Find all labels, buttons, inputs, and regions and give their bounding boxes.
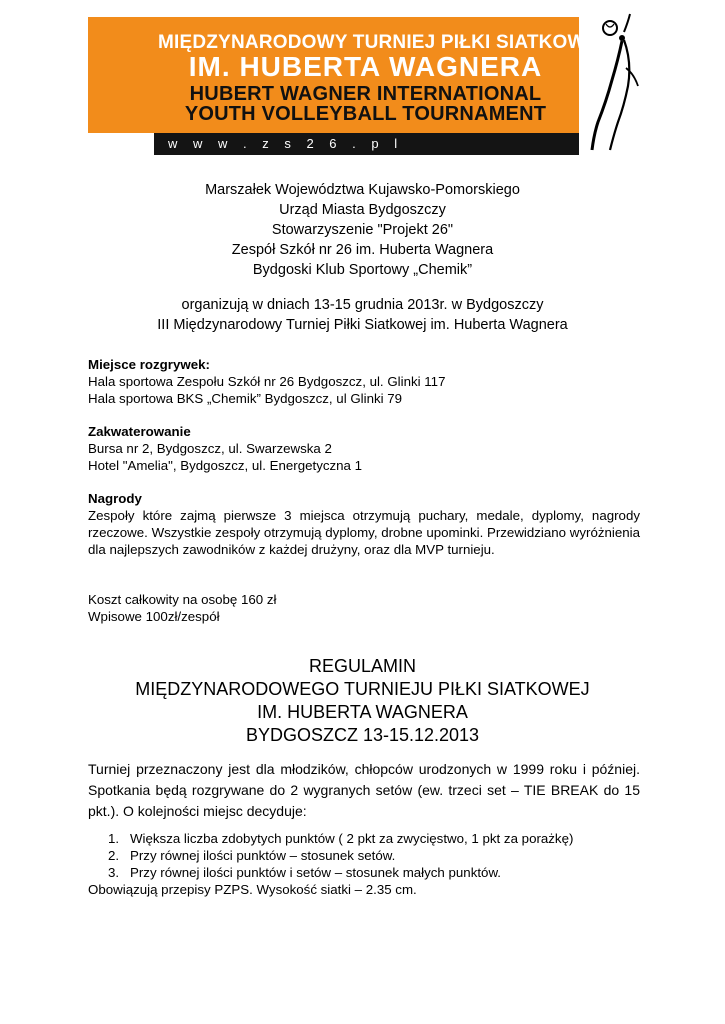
costs-section [88,591,640,625]
banner-title-en-2: YOUTH VOLLEYBALL TOURNAMENT [184,103,547,125]
list-item-number: 2. [108,848,120,863]
regulations-title-line: IM. HUBERTA WAGNERA [257,702,468,722]
list-item-text: Przy równej ilości punktów i setów – stosunek małych punktów. [130,865,502,880]
banner-title-en-1: HUBERT WAGNER INTERNATIONAL [189,83,542,105]
organizer-line: Urząd Miasta Bydgoszczy [279,202,446,218]
organizers-block [60,180,665,280]
organizer-line: Bydgoski Klub Sportowy „Chemik” [252,262,473,278]
venues-heading: Miejsce rozgrywek: [88,357,210,372]
organizer-line: Zespół Szkół nr 26 im. Huberta Wagnera [231,242,494,258]
organizer-line: Stowarzyszenie "Projekt 26" [271,222,454,238]
regulations-title-line: BYDGOSZCZ 13-15.12.2013 [245,725,480,745]
regulations-title-line: MIĘDZYNARODOWEGO TURNIEJU PIŁKI SIATKOWEJ [135,679,590,699]
accommodation-line: Hotel "Amelia", Bydgoszcz, ul. Energetyczna 1 [88,458,363,473]
intro-line: organizują w dniach 13-15 grudnia 2013r. w Bydgoszczy [181,297,544,313]
regulations-closing: Obowiązują przepisy PZPS. Wysokość siatki – 2.35 cm. [88,882,417,897]
accommodation-line: Bursa nr 2, Bydgoszcz, ul. Swarzewska 2 [88,441,332,456]
accommodation-heading: Zakwaterowanie [88,424,191,439]
list-item-text: Przy równej ilości punktów – stosunek setów. [130,848,396,863]
ranking-criteria-list [88,830,648,898]
cost-line: Koszt całkowity na osobę 160 zł [88,592,277,607]
awards-text: Zespoły które zajmą pierwsze 3 miejsca otrzymują puchary, medale, dyplomy, nagrody rzeczowe. Wszystkie zespoły otrzymują dyplomy, drobne upominki. Przewidziano wyróżnienia dla najlepszych zawodników z każdej drużyny, oraz dla MVP turnieju. [88,508,640,557]
cost-line: Wpisowe 100zł/zespół [88,609,220,624]
regulations-title-line: REGULAMIN [308,656,416,676]
banner-title-pl-1: MIĘDZYNARODOWY TURNIEJ PIŁKI SIATKOWEJ [158,32,610,53]
list-item-number: 3. [108,865,120,880]
accommodation-section [88,423,640,474]
awards-section [88,490,640,558]
list-item [88,847,648,864]
venue-line: Hala sportowa Zespołu Szkół nr 26 Bydgoszcz, ul. Glinki 117 [88,374,446,389]
regulations-title [60,655,665,747]
regulations-paragraph: Turniej przeznaczony jest dla młodzików, chłopców urodzonych w 1999 roku i później. Spotkania będą rozgrywane do 2 wygranych setów (ew. trzeci set – TIE BREAK do 15 pkt.). O kolejności miejsc decyduje: [88,761,640,819]
banner-url: w w w . z s 2 6 . p l [168,136,404,151]
intro-block [60,295,665,335]
venues-section [88,356,640,407]
list-item [88,830,648,847]
list-item [88,864,648,881]
volleyball-player-logo-icon [588,10,644,158]
list-item-number: 1. [108,831,120,846]
banner-title-pl-2: IM. HUBERTA WAGNERA [188,51,543,82]
awards-heading: Nagrody [88,491,142,506]
organizer-line: Marszałek Województwa Kujawsko-Pomorskiego [205,182,520,198]
list-item-text: Większa liczba zdobytych punktów ( 2 pkt za zwycięstwo, 1 pkt za porażkę) [130,831,574,846]
intro-line: III Międzynarodowy Turniej Piłki Siatkowej im. Huberta Wagnera [157,317,568,333]
tournament-banner [88,17,610,155]
venue-line: Hala sportowa BKS „Chemik” Bydgoszcz, ul Glinki 79 [88,391,403,406]
